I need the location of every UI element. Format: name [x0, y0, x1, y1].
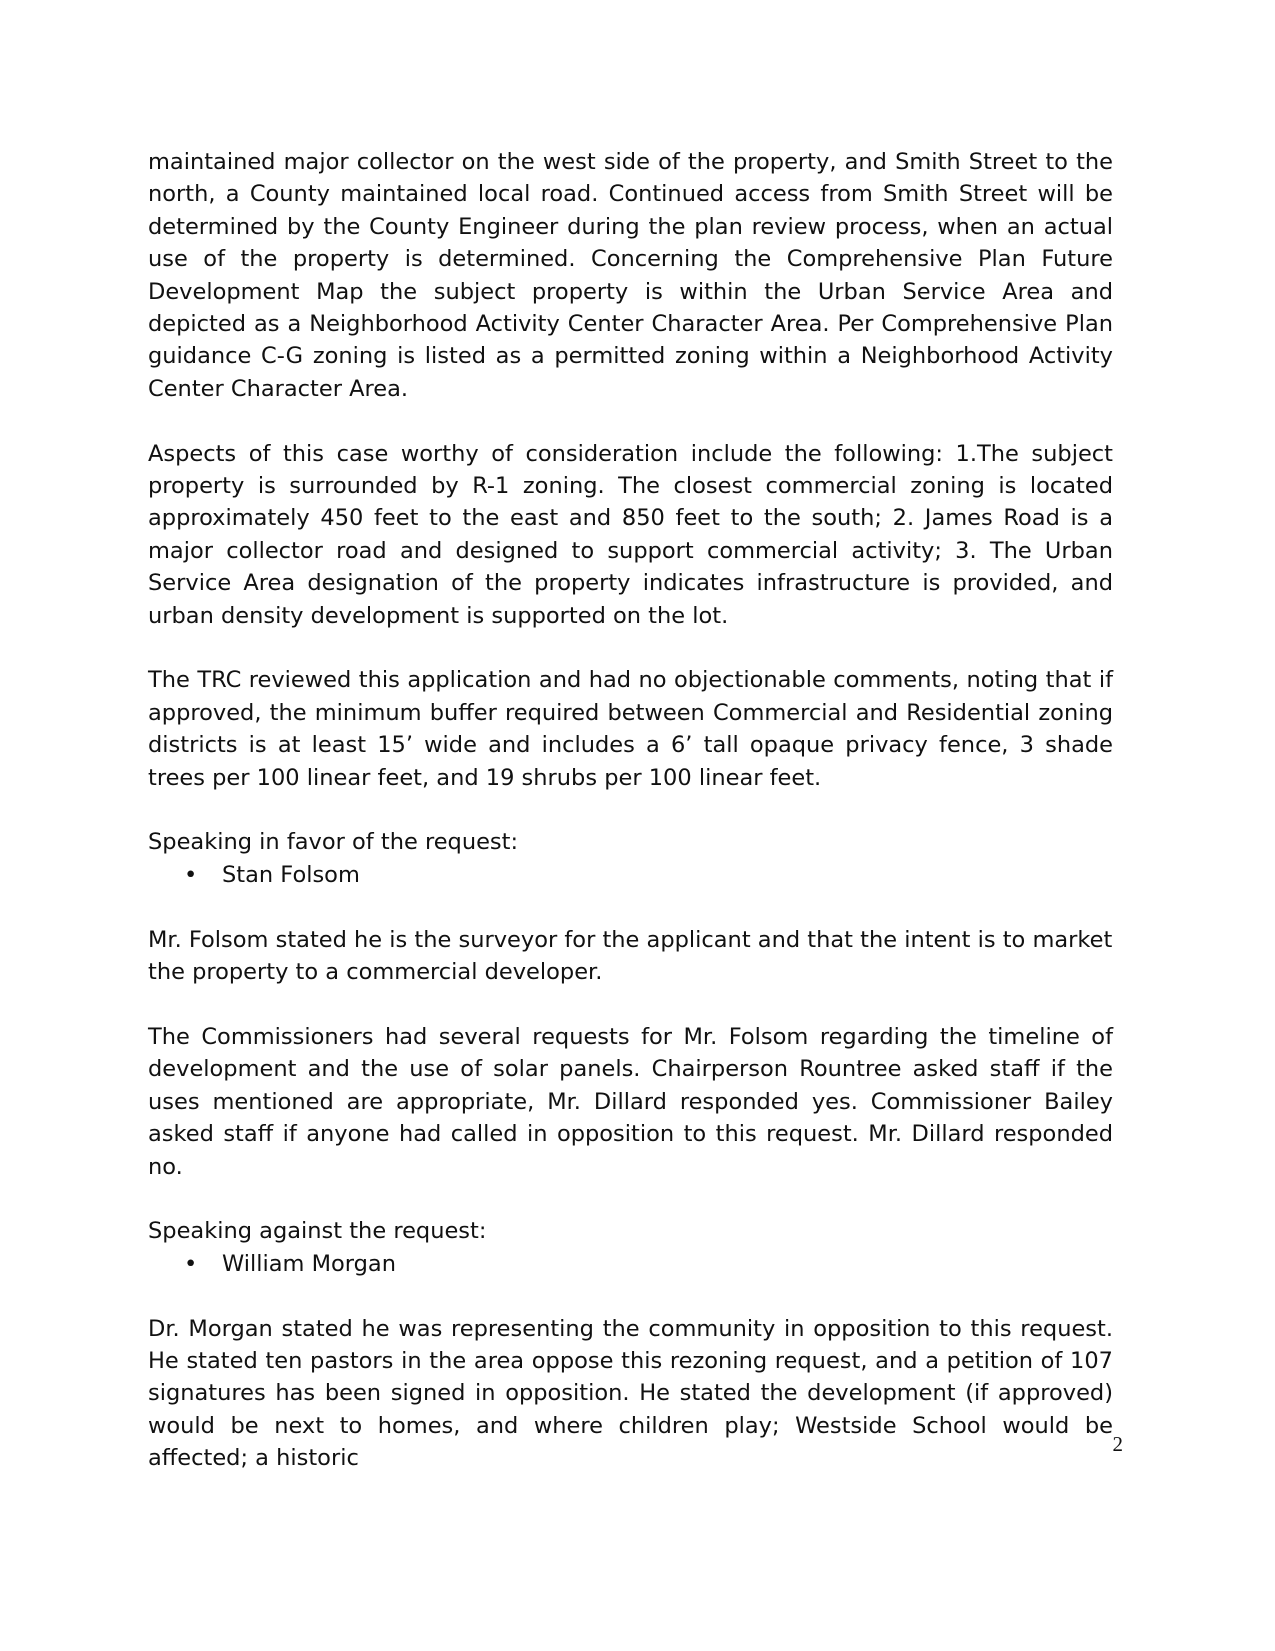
paragraph-morgan-statement: Dr. Morgan stated he was representing the community in opposition to this request. He stated ten pastors in the area oppose this rezoning request, and a petition of 107 signatures has been signed in opposition. He stated the development (if approved) would be next to homes, and where children play; Westside School would be affected; a historic: [148, 1315, 1113, 1472]
list-item: [148, 859, 1113, 891]
list-item: [148, 1248, 1113, 1280]
page-number: 2: [1112, 1432, 1123, 1456]
paragraph-folsom-statement: Mr. Folsom stated he is the surveyor for the applicant and that the intent is to market the property to a commercial developer.: [148, 926, 1113, 986]
paragraph-trc-review: The TRC reviewed this application and had no objectionable comments, noting that if approved, the minimum buffer required between Commercial and Residential zoning districts is at least 15’ wide and includes a 6’ tall opaque privacy fence, 3 shade trees per 100 linear feet, and 19 shrubs per 100 linear feet.: [148, 667, 1113, 791]
paragraph-aspects: Aspects of this case worthy of consideration include the following: 1.The subject property is surrounded by R-1 zoning. The closest commercial zoning is located approximately 450 feet to the east and 850 feet to the south; 2. James Road is a major collector road and designed to support commercial activity; 3. The Urban Service Area designation of the property indicates infrastructure is provided, and urban density development is supported on the lot.: [148, 440, 1113, 629]
paragraph-commissioners: The Commissioners had several requests for Mr. Folsom regarding the timeline of development and the use of solar panels. Chairperson Rountree asked staff if the uses mentioned are appropriate, Mr. Dillard responded yes. Commissioner Bailey asked staff if anyone had called in opposition to this request. Mr. Dillard responded no.: [148, 1023, 1113, 1180]
page-body: [148, 146, 1113, 1507]
bullet-icon: •: [184, 1250, 198, 1277]
speaker-name: Stan Folsom: [222, 861, 360, 888]
favor-speaker-list: [148, 859, 1113, 891]
bullet-icon: •: [184, 861, 198, 888]
against-heading: Speaking against the request:: [148, 1218, 487, 1245]
paragraph-zoning-context: maintained major collector on the west side of the property, and Smith Street to the north, a County maintained local road. Continued access from Smith Street will be determined by the County Engineer during the plan review process, when an actual use of the property is determined. Concerning the Comprehensive Plan Future Development Map the subject property is within the Urban Service Area and depicted as a Neighborhood Activity Center Character Area. Per Comprehensive Plan guidance C-G zoning is listed as a permitted zoning within a Neighborhood Activity Center Character Area.: [148, 149, 1113, 402]
against-speaker-list: [148, 1248, 1113, 1280]
speaker-name: William Morgan: [222, 1250, 396, 1277]
favor-heading: Speaking in favor of the request:: [148, 829, 519, 856]
